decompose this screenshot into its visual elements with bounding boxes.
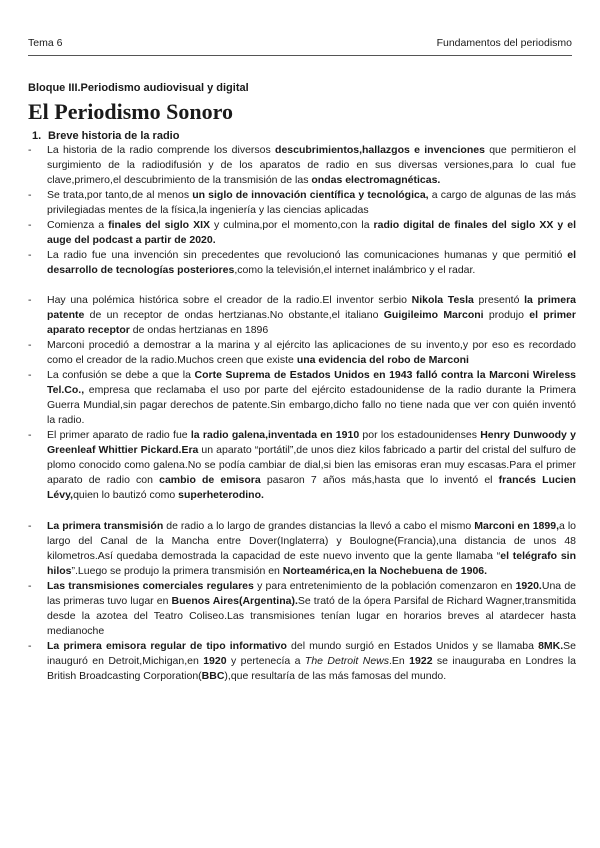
- bold-run: radio digital de finales del siglo XX y el auge del podcast a partir de 2020.: [47, 219, 576, 246]
- bold-run: el telégrafo sin hilos: [47, 550, 576, 577]
- text-run: y culmina,por el momento,con la: [210, 219, 374, 231]
- bold-run: francés Lucien Lévy,: [47, 474, 576, 501]
- text-run: se inauguraba en Londres la British Broadcasting Corporation(: [47, 655, 576, 682]
- text-run: de ondas hertzianas en 1896: [129, 324, 269, 336]
- bold-run: 1920.: [515, 580, 542, 592]
- text-run: a lo largo del Canal de la Mancha entre Dover(Inglaterra) y Boulogne(Francia),una distancia de unos 48 kilometros.Así quedaba demostrada la capacidad de este nuevo invento que la gente llamaba “: [47, 520, 576, 562]
- list-item: [28, 639, 576, 684]
- italic-run: The Detroit News: [304, 655, 389, 667]
- dash-marker: -: [28, 294, 32, 306]
- bold-run: descubrimientos,hallazgos e invenciones: [275, 144, 485, 156]
- bullet-list: [28, 143, 576, 684]
- dash-marker: -: [28, 429, 32, 441]
- dash-marker: -: [28, 189, 32, 201]
- bold-run: Guigileimo Marconi: [383, 309, 484, 321]
- bold-run: Buenos Aires(Argentina).: [171, 595, 298, 607]
- text-run: de radio a lo largo de grandes distancias la llevó a cabo el mismo: [163, 520, 475, 532]
- dash-marker: -: [28, 144, 32, 156]
- list-item: [28, 218, 576, 248]
- dash-marker: -: [28, 249, 32, 261]
- list-item: [28, 338, 576, 368]
- block-heading: Bloque III.Periodismo audiovisual y digital: [28, 82, 249, 94]
- text-run: La radio fue una invención sin precedentes que revolucionó las comunicaciones humanas y que permitió: [47, 249, 568, 261]
- document-body: [28, 81, 576, 684]
- bold-run: la radio galena,inventada en 1910: [190, 429, 360, 441]
- list-item-text: [47, 429, 576, 501]
- header-rule: [28, 55, 572, 56]
- section-title: Breve historia de la radio: [48, 130, 180, 142]
- dash-marker: -: [28, 520, 32, 532]
- text-run: Hay una polémica histórica sobre el creador de la radio.El inventor serbio: [47, 294, 412, 306]
- bold-run: Norteamérica,en la Nochebuena de 1906.: [282, 565, 488, 577]
- text-run: Se trató de la ópera Parsifal de Richard Wagner,transmitida desde la azotea del Teatro Coliseo.Las transmisiones tenían lugar en horarios breves al atardecer hasta medianoche: [47, 595, 576, 637]
- text-run: Marconi procedió a demostrar a la marina y al ejército las aplicaciones de su invento,y por eso es recordado como el creador de la radio.Muchos creen que existe: [47, 339, 576, 366]
- dash-marker: -: [28, 640, 32, 652]
- list-item-text: [47, 339, 576, 366]
- bold-run: Marconi en 1899,: [474, 520, 559, 532]
- text-run: por los estadounidenses: [359, 429, 481, 441]
- bold-run: superheterodino.: [178, 489, 264, 501]
- bold-run: el desarrollo de tecnologías posteriores: [47, 249, 576, 276]
- bold-run: Nikola Tesla: [411, 294, 474, 306]
- list-item: [28, 428, 576, 503]
- bold-run: ondas electromagnéticas.: [311, 174, 441, 186]
- list-item-text: [47, 580, 576, 637]
- text-run: del mundo surgió en Estados Unidos y se llamaba: [286, 640, 539, 652]
- text-run: La confusión se debe a que la: [47, 369, 195, 381]
- text-run: produjo: [483, 309, 530, 321]
- bold-run: Las transmisiones comerciales regulares: [47, 580, 254, 592]
- bold-run: cambio de emisora: [159, 474, 261, 486]
- text-run: un aparato “portátil”,de unos diez kilos fabricado a partir del cristal del sulfuro de plomo conocido como galena.No se podía cambiar de dial,si bien las emisoras eran muy escasas.Para el primer aparato de radio con: [47, 444, 576, 486]
- list-item-text: [47, 249, 576, 276]
- text-run: quien lo bautizó como: [73, 489, 179, 501]
- bold-run: Henry Dunwoody y Greenleaf Whittier Pickard.Era: [47, 429, 576, 456]
- dash-marker: -: [28, 219, 32, 231]
- list-item-text: [47, 640, 576, 682]
- section-number: 1.: [32, 130, 42, 142]
- list-item-text: [47, 294, 576, 336]
- list-item: [28, 368, 576, 428]
- text-run: y para entretenimiento de la población comenzaron en: [253, 580, 516, 592]
- dash-marker: -: [28, 339, 32, 351]
- text-run: y pertenecía a: [226, 655, 305, 667]
- list-item-text: [47, 369, 576, 426]
- dash-marker: -: [28, 369, 32, 381]
- text-run: Se inauguró en Detroit,Michigan,en: [47, 640, 576, 667]
- list-item-text: [47, 219, 576, 246]
- text-run: ),que resultaría de las más famosas del mundo.: [224, 670, 447, 682]
- header-topic: Tema 6: [28, 37, 63, 49]
- header-course: Fundamentos del periodismo: [436, 37, 572, 49]
- text-run: ”.Luego se produjo la primera transmisión en: [71, 565, 283, 577]
- text-run: .En: [389, 655, 410, 667]
- bold-run: La primera transmisión: [47, 520, 164, 532]
- list-item-text: [47, 189, 576, 216]
- list-item: [28, 248, 576, 278]
- bold-run: BBC: [201, 670, 225, 682]
- text-run: Una de las primeras tuvo lugar en: [47, 580, 576, 607]
- text-run: ,como la televisión,el internet inalámbrico y el radar.: [234, 264, 476, 276]
- list-item: [28, 188, 576, 218]
- section-heading: [32, 129, 576, 143]
- bold-run: el primer aparato receptor: [47, 309, 576, 336]
- bold-run: 8MK.: [538, 640, 564, 652]
- text-run: presentó: [473, 294, 525, 306]
- text-run: que permitieron el surgimiento de la radiodifusión y de los aparatos de radio en sus diversas versiones,para lo cual fue clave,primero,el descubrimiento de la transmisión de las: [47, 144, 576, 186]
- text-run: Se trata,por tanto,de al menos: [47, 189, 193, 201]
- text-run: a cargo de algunas de las más privilegiadas mentes de la física,la ingeniería y las ciencias aplicadas: [47, 189, 576, 216]
- list-item: [28, 293, 576, 338]
- list-item-text: [47, 144, 576, 186]
- text-run: pasaron 7 años más,hasta que lo inventó el: [260, 474, 499, 486]
- text-run: empresa que reclamaba el uso por parte del ejército estadounidense de la radio durante la Primera Guerra Mundial,sin pagar derechos de patente.Sin embargo,dicho fallo no tiene nada que ver con quién inventó la radio.: [47, 384, 576, 426]
- text-run: Comienza a: [47, 219, 109, 231]
- text-run: La historia de la radio comprende los diversos: [47, 144, 276, 156]
- bold-run: 1920: [203, 655, 227, 667]
- bold-run: 1922: [409, 655, 433, 667]
- list-item: [28, 579, 576, 639]
- page-header: [28, 37, 572, 53]
- page-title: El Periodismo Sonoro: [28, 99, 233, 124]
- list-item: [28, 143, 576, 188]
- bold-run: un siglo de innovación científica y tecnológica,: [192, 189, 429, 201]
- bold-run: la primera patente: [47, 294, 577, 321]
- text-run: El primer aparato de radio fue: [47, 429, 191, 441]
- bold-run: La primera emisora regular de tipo informativo: [47, 640, 287, 652]
- bold-run: finales del siglo XIX: [108, 219, 211, 231]
- dash-marker: -: [28, 580, 32, 592]
- bold-run: Corte Suprema de Estados Unidos en 1943 falló contra la Marconi Wireless Tel.Co.,: [47, 369, 576, 396]
- list-item-text: [47, 520, 576, 577]
- text-run: de un receptor de ondas hertzianas.No obstante,el italiano: [84, 309, 384, 321]
- list-item: [28, 519, 576, 579]
- bold-run: una evidencia del robo de Marconi: [296, 354, 469, 366]
